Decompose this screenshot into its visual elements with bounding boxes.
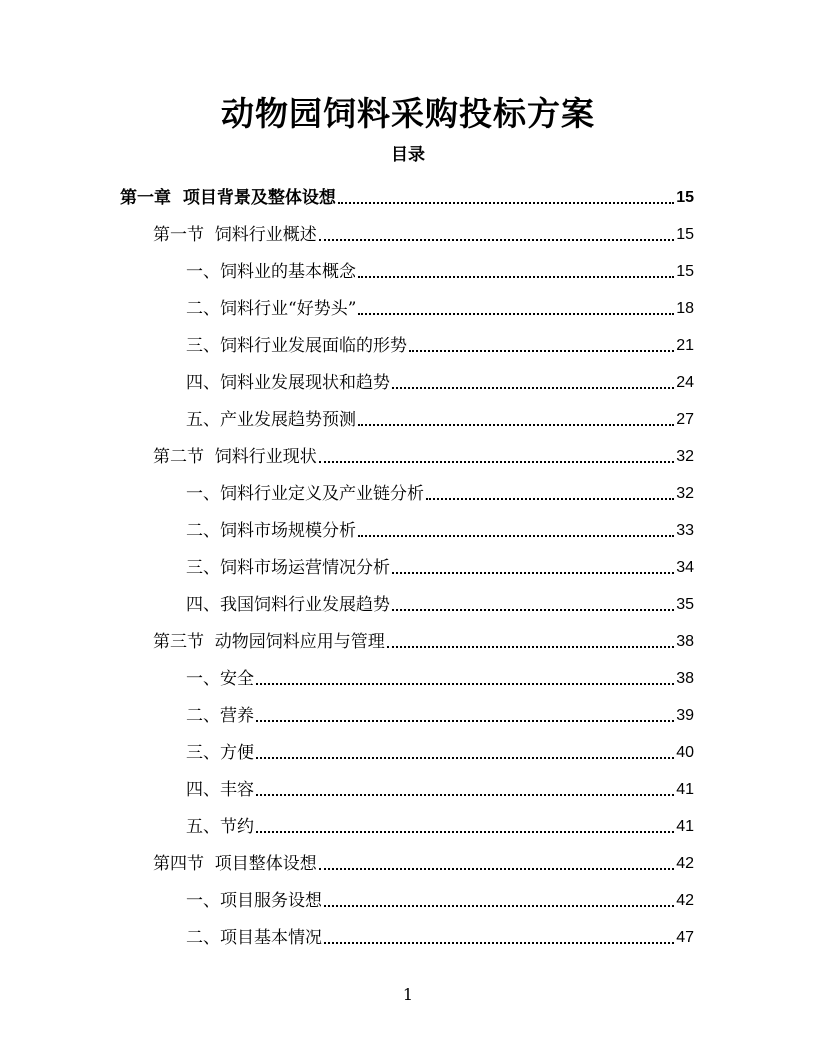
toc-entry-page: 35 [676, 596, 694, 613]
toc-entry-label: 二、营养 [186, 706, 254, 726]
toc-entry-item[interactable] [186, 476, 694, 506]
toc-entry-label: 一、饲料行业定义及产业链分析 [186, 484, 424, 504]
toc-entry-label: 二、项目基本情况 [186, 928, 322, 948]
toc-entry-item[interactable] [186, 772, 694, 802]
toc-entry-page: 27 [676, 411, 694, 428]
document-title: 动物园饲料采购投标方案 [221, 94, 595, 133]
toc-entry-page: 39 [676, 707, 694, 724]
toc-entry-section[interactable] [153, 439, 694, 469]
toc-entry-section[interactable] [153, 217, 694, 247]
toc-entry-section[interactable] [153, 846, 694, 876]
toc-leader-dots [256, 756, 674, 759]
toc-entry-page: 41 [676, 818, 694, 835]
toc-leader-dots [358, 423, 674, 426]
toc-leader-dots [387, 645, 674, 648]
toc-entry-item[interactable] [186, 809, 694, 839]
toc-entry-page: 40 [676, 744, 694, 761]
toc-leader-dots [426, 497, 674, 500]
toc-entry-item[interactable] [186, 328, 694, 358]
toc-entry-chapter[interactable] [120, 180, 694, 210]
toc-leader-dots [324, 904, 674, 907]
toc-entry-page: 47 [676, 929, 694, 946]
toc-entry-page: 18 [676, 300, 694, 317]
toc-leader-dots [338, 201, 674, 204]
toc-entry-label: 一、项目服务设想 [186, 891, 322, 911]
toc-entry-label: 二、饲料市场规模分析 [186, 521, 356, 541]
toc-entry-page: 41 [676, 781, 694, 798]
toc-entry-item[interactable] [186, 291, 694, 321]
toc-entry-label: 第一章 项目背景及整体设想 [120, 188, 336, 208]
toc-entry-page: 32 [676, 448, 694, 465]
toc-entry-item[interactable] [186, 254, 694, 284]
toc-leader-dots [358, 312, 674, 315]
toc-entry-label: 三、方便 [186, 743, 254, 763]
toc-leader-dots [409, 349, 674, 352]
toc-leader-dots [358, 275, 674, 278]
toc-entry-item[interactable] [186, 550, 694, 580]
toc-entry-page: 15 [676, 189, 694, 206]
toc-leader-dots [319, 867, 674, 870]
toc-heading: 目录 [391, 145, 425, 165]
toc-leader-dots [256, 682, 674, 685]
toc-entry-page: 42 [676, 892, 694, 909]
toc-entry-item[interactable] [186, 883, 694, 913]
toc-leader-dots [256, 793, 674, 796]
toc-entry-label: 一、饲料业的基本概念 [186, 262, 356, 282]
toc-leader-dots [392, 571, 674, 574]
toc-entry-label: 三、饲料市场运营情况分析 [186, 558, 390, 578]
toc-leader-dots [319, 460, 674, 463]
toc-entry-item[interactable] [186, 698, 694, 728]
toc-entry-page: 34 [676, 559, 694, 576]
toc-entry-item[interactable] [186, 365, 694, 395]
toc-entry-label: 五、产业发展趋势预测 [186, 410, 356, 430]
toc-entry-label: 二、饲料行业“好势头” [186, 299, 357, 319]
toc-entry-page: 33 [676, 522, 694, 539]
toc-leader-dots [392, 608, 674, 611]
toc-entry-label: 第二节 饲料行业现状 [153, 447, 317, 467]
toc-leader-dots [319, 238, 674, 241]
toc-entry-label: 第一节 饲料行业概述 [153, 225, 317, 245]
toc-leader-dots [358, 534, 674, 537]
toc-entry-page: 32 [676, 485, 694, 502]
toc-entry-item[interactable] [186, 402, 694, 432]
toc-entry-page: 15 [676, 226, 694, 243]
toc-entry-section[interactable] [153, 624, 694, 654]
toc-entry-page: 42 [676, 855, 694, 872]
toc-entry-page: 24 [676, 374, 694, 391]
toc-entry-item[interactable] [186, 920, 694, 950]
toc-entry-label: 四、我国饲料行业发展趋势 [186, 595, 390, 615]
toc-leader-dots [392, 386, 674, 389]
toc-entry-label: 四、丰容 [186, 780, 254, 800]
toc-entry-label: 四、饲料业发展现状和趋势 [186, 373, 390, 393]
toc-entry-page: 21 [676, 337, 694, 354]
toc-entry-page: 38 [676, 633, 694, 650]
toc-entry-page: 15 [676, 263, 694, 280]
toc-entry-item[interactable] [186, 661, 694, 691]
toc-entry-label: 第三节 动物园饲料应用与管理 [153, 632, 385, 652]
toc-entry-item[interactable] [186, 513, 694, 543]
toc-entry-label: 三、饲料行业发展面临的形势 [186, 336, 407, 356]
toc-entry-item[interactable] [186, 587, 694, 617]
toc-entry-label: 一、安全 [186, 669, 254, 689]
toc-entry-item[interactable] [186, 735, 694, 765]
toc-entry-label: 第四节 项目整体设想 [153, 854, 317, 874]
toc-leader-dots [324, 941, 674, 944]
page-number: 1 [402, 985, 414, 1004]
toc-entry-page: 38 [676, 670, 694, 687]
toc-leader-dots [256, 830, 674, 833]
toc-leader-dots [256, 719, 674, 722]
toc-entry-label: 五、节约 [186, 817, 254, 837]
